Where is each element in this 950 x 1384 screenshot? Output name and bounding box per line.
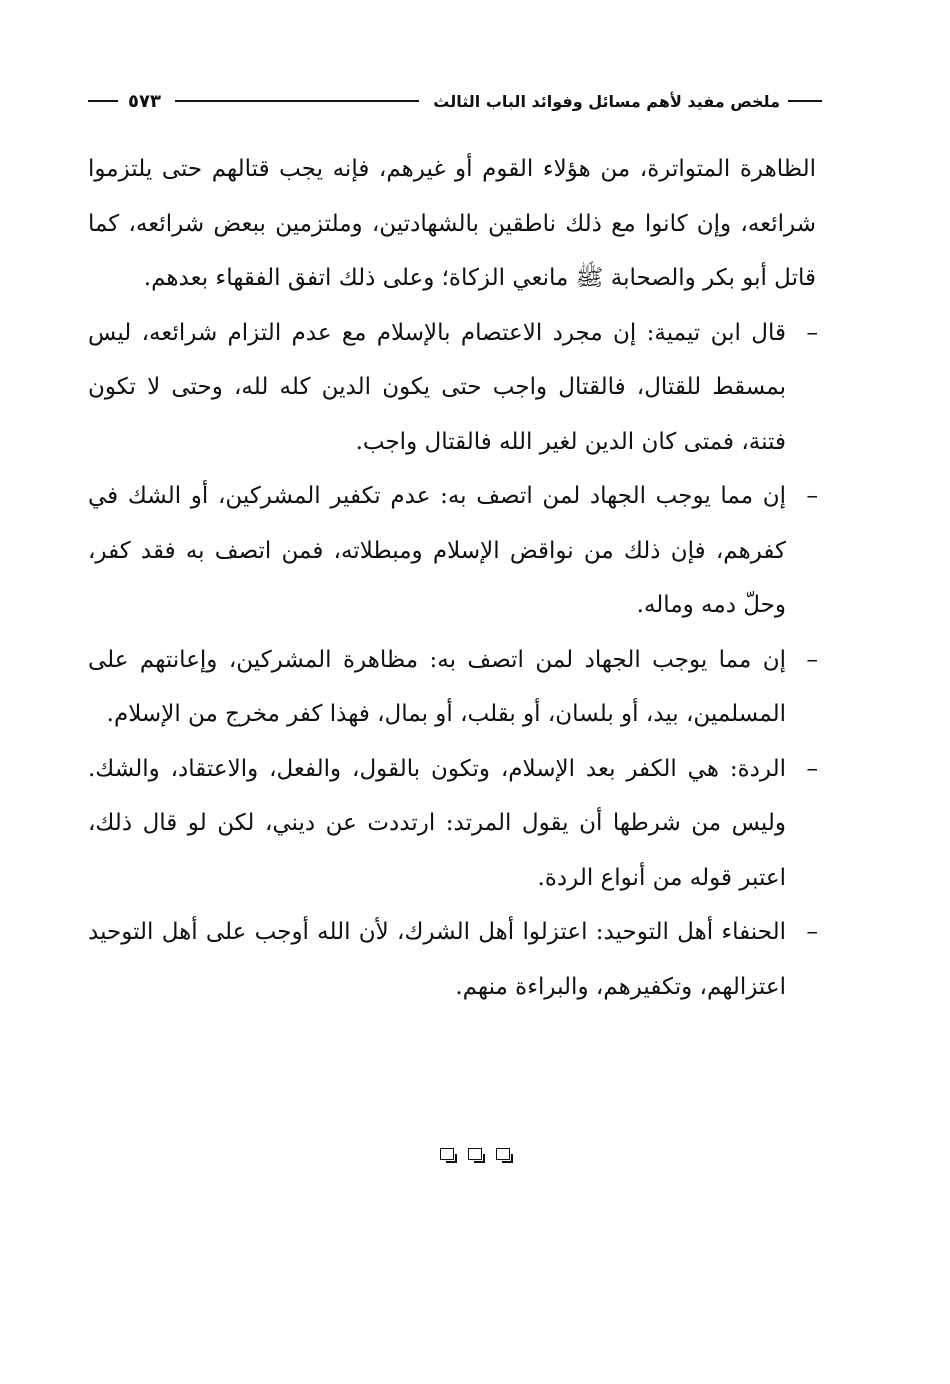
bullet-dash: –	[806, 319, 818, 346]
continued-paragraph: الظاهرة المتواترة، من هؤلاء القوم أو غيرهم، فإنه يجب قتالهم حتى يلتزموا شرائعه، وإن كانوا مع ذلك ناطقين بالشهادتين، وملتزمين ببعض شرائعه، كما قاتل أبو بكر والصحابة ﷺ مانعي الزكاة؛ وعلى ذلك اتفق الفقهاء بعدهم.	[88, 156, 816, 291]
bullet-dash: –	[806, 646, 818, 673]
page-body	[88, 142, 816, 1014]
ornament-box	[496, 1148, 510, 1160]
bullet-text: الردة: هي الكفر بعد الإسلام، وتكون بالقول، والفعل، والاعتقاد، والشك. وليس من شرطها أن يقول المرتد: ارتددت عن ديني، لكن لو قال ذلك، اعتبر قوله من أنواع الردة.	[88, 755, 786, 891]
bullet-text: قال ابن تيمية: إن مجرد الاعتصام بالإسلام مع عدم التزام شرائعه، ليس بمسقط للقتال، فالقتال واجب حتى يكون الدين كله لله، وحتى لا تكون فتنة، فمتى كان الدين لغير الله فالقتال واجب.	[88, 319, 786, 455]
bullet-dash: –	[806, 919, 818, 945]
bullet-item	[88, 905, 816, 1014]
bullet-text: الحنفاء أهل التوحيد: اعتزلوا أهل الشرك، لأن الله أوجب على أهل التوحيد اعتزالهم، وتكفيرهم، والبراءة منهم.	[88, 919, 786, 1000]
bullet-item	[88, 469, 816, 633]
bullet-text: إن مما يوجب الجهاد لمن اتصف به: عدم تكفير المشركين، أو الشك في كفرهم، فإن ذلك من نواقض الإسلام ومبطلاته، فمن اتصف به فقد كفر، وحلّ دمه وماله.	[88, 483, 786, 618]
header-dash-left	[88, 100, 118, 102]
ornament-box	[468, 1148, 482, 1160]
bullet-text: إن مما يوجب الجهاد لمن اتصف به: مظاهرة المشركين، وإعانتهم على المسلمين، بيد، أو بلسان، أو بقلب، أو بمال، فهذا كفر مخرج من الإسلام.	[88, 646, 786, 727]
bullet-dash: –	[806, 755, 818, 782]
bullet-item	[88, 742, 816, 906]
bullet-item	[88, 633, 816, 742]
running-header	[88, 84, 822, 118]
bullet-dash: –	[806, 483, 818, 509]
running-title: ملخص مفيد لأهم مسائل وفوائد الباب الثالث	[433, 91, 780, 111]
header-rule	[175, 100, 419, 102]
page-number: ٥٧٣	[128, 90, 161, 112]
ornament-box	[440, 1148, 454, 1160]
header-dash-right	[788, 100, 822, 102]
bullet-item	[88, 306, 816, 470]
three-square-boxes-icon	[0, 1148, 950, 1160]
